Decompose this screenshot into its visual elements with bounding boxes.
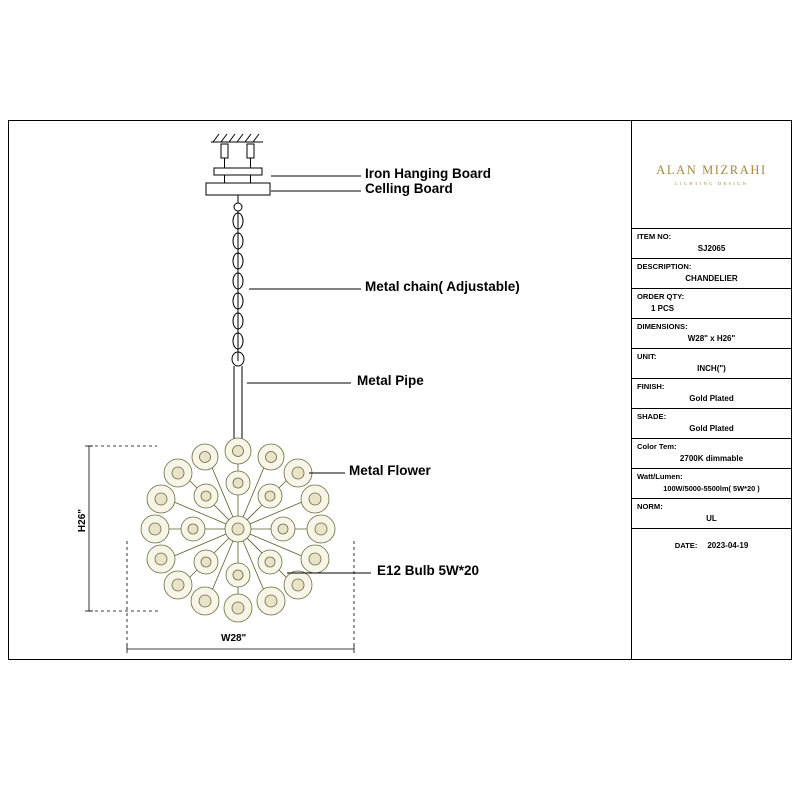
tb-value-date: 2023-04-19 (707, 540, 749, 550)
callout-metal-flower: Metal Flower (349, 463, 431, 478)
tb-label-order-qty: ORDER QTY: (637, 292, 685, 301)
tb-row-watt-lumen (632, 469, 791, 499)
tb-row-color-temp (632, 439, 791, 469)
tb-value-watt-lumen: 100W/5000-5500lm( 5W*20 ) (663, 484, 760, 493)
tb-row-norm (632, 499, 791, 529)
tb-value-order-qty: 1 PCS (651, 304, 675, 313)
ceiling-hatch (211, 134, 263, 142)
tb-value-description: CHANDELIER (685, 274, 738, 283)
callout-bulb: E12 Bulb 5W*20 (377, 563, 480, 578)
drawing-frame (8, 120, 792, 660)
tb-row-description (632, 259, 791, 289)
tb-value-color-temp: 2700K dimmable (679, 454, 744, 463)
tb-label-item-no: ITEM NO: (637, 232, 672, 241)
tb-label-finish: FINISH: (637, 382, 665, 391)
dimension-height-label: H26" (77, 509, 88, 533)
chandelier-drawing (9, 121, 633, 658)
leader-lines (247, 176, 371, 573)
tb-row-finish (632, 379, 791, 409)
tb-value-dimensions: W28" x H26" (687, 334, 736, 343)
metal-chain-part (232, 211, 244, 366)
tb-label-watt-lumen: Watt/Lumen: (637, 472, 683, 481)
tb-value-shade: Gold Plated (689, 424, 734, 433)
tb-label-color-temp: Color Tem: (637, 442, 677, 451)
tb-row-shade (632, 409, 791, 439)
brand-name: ALAN MIZRAHI (656, 163, 767, 177)
tb-label-dimensions: DIMENSIONS: (637, 322, 688, 331)
callout-ceiling-board: Celling Board (365, 181, 453, 196)
tb-row-dimensions (632, 319, 791, 349)
dimension-width-label: W28" (221, 633, 247, 644)
tb-label-description: DESCRIPTION: (637, 262, 692, 271)
tb-label-date: DATE: (674, 541, 698, 550)
tb-row-order-qty (632, 289, 791, 319)
tb-value-item-no: SJ2065 (697, 244, 726, 253)
iron-hanging-board-part (214, 144, 262, 183)
callout-metal-pipe: Metal Pipe (357, 373, 424, 388)
title-block (631, 121, 791, 659)
metal-flower-ball (141, 438, 335, 622)
tb-value-finish: Gold Plated (689, 394, 734, 403)
tb-label-shade: SHADE: (637, 412, 667, 421)
tb-label-unit: UNIT: (637, 352, 657, 361)
technical-drawing-area (9, 121, 631, 659)
ceiling-board-part (206, 183, 270, 211)
tb-row-item-no (632, 229, 791, 259)
tb-row-date (632, 529, 791, 563)
tb-row-unit (632, 349, 791, 379)
callout-iron-hanging-board: Iron Hanging Board (365, 166, 491, 181)
brand-tagline: LIGHTING DESIGN (675, 181, 748, 186)
tb-label-norm: NORM: (637, 502, 663, 511)
tb-value-unit: INCH(") (697, 364, 726, 373)
brand-logo (632, 121, 791, 229)
callout-metal-chain: Metal chain( Adjustable) (365, 279, 520, 294)
tb-value-norm: UL (706, 514, 717, 523)
